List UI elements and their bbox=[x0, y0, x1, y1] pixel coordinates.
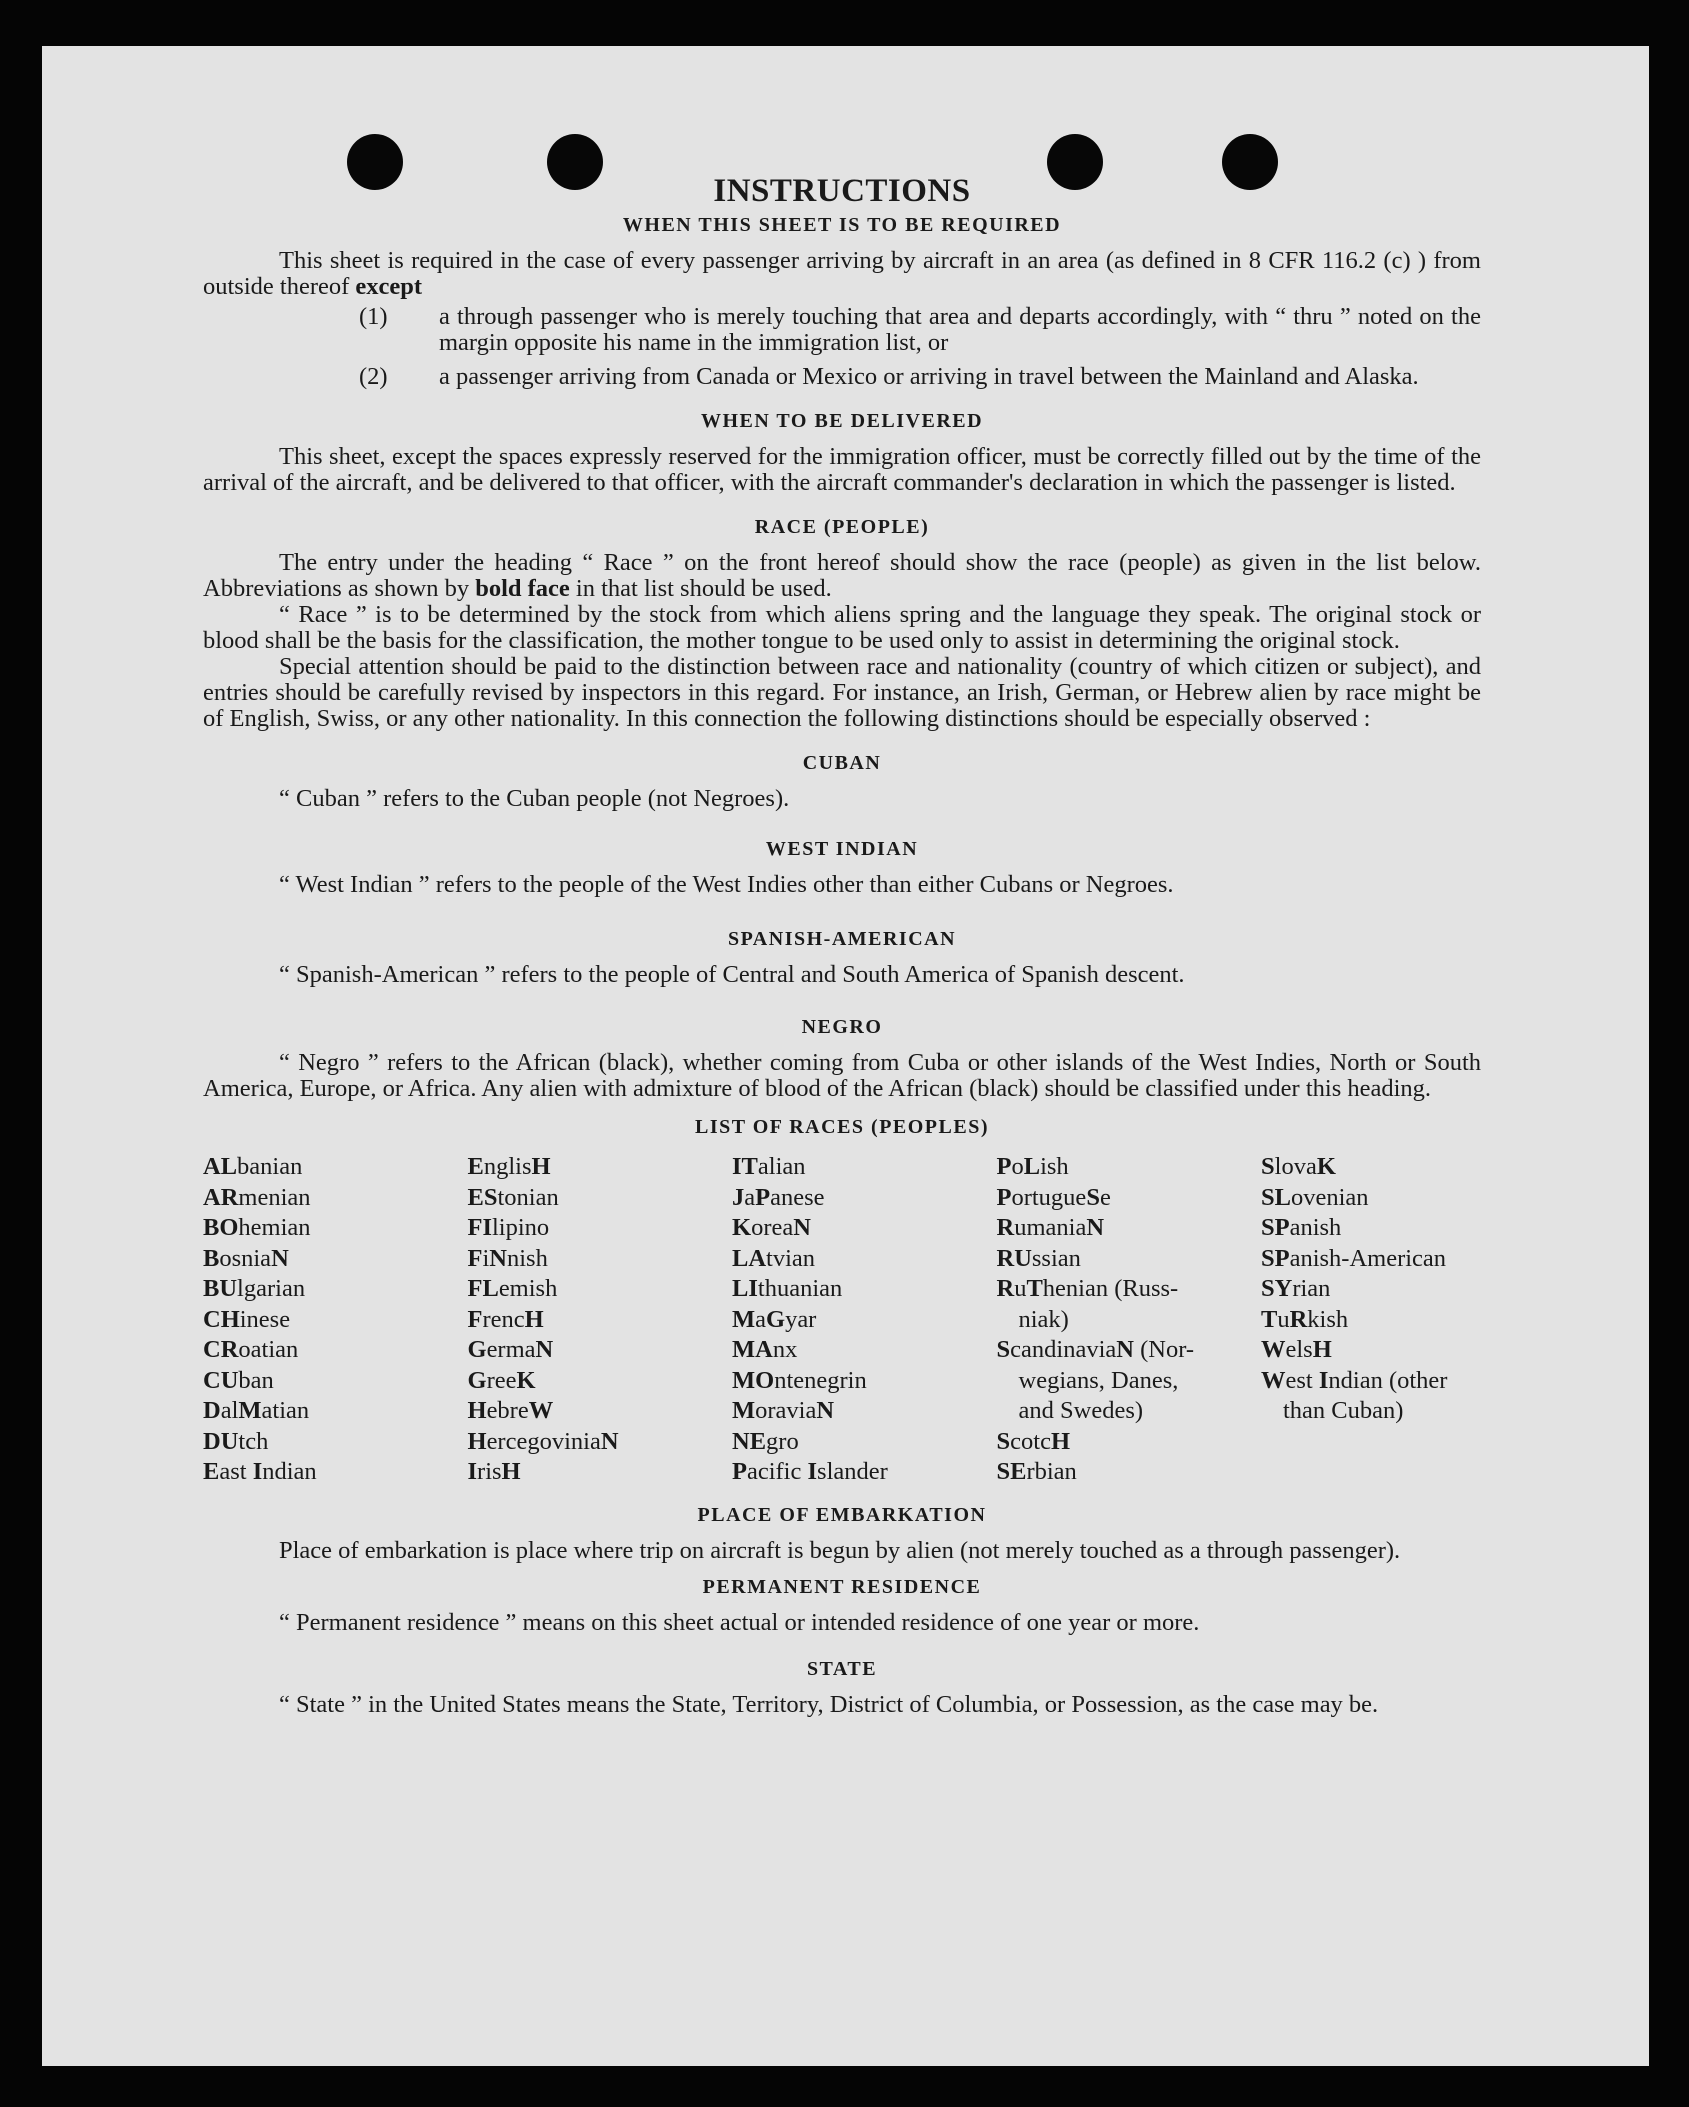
race-entry: SErbian bbox=[996, 1458, 1077, 1485]
race-entry-continuation: wegians, Danes, bbox=[1018, 1366, 1179, 1394]
race-entry: HercegoviniaN bbox=[467, 1427, 619, 1455]
race-column-5 bbox=[1261, 1152, 1481, 1488]
race-entry: West Indian (other bbox=[1261, 1366, 1448, 1394]
paragraph-when-required: This sheet is required in the case of every passenger arriving by aircraft in an area (as defined in 8 CFR 116.2 (c) ) from outside thereof except bbox=[203, 247, 1481, 300]
race-entry: SLovenian bbox=[1261, 1183, 1369, 1211]
heading-when-delivered: WHEN TO BE DELIVERED bbox=[700, 410, 984, 432]
race-entry: MAnx bbox=[732, 1336, 798, 1363]
race-list bbox=[203, 1152, 1481, 1488]
paragraph-state: “ State ” in the United States means the State, Territory, District of Columbia, or Possession, as the case may be. bbox=[279, 1690, 1379, 1718]
heading-cuban: CUBAN bbox=[802, 752, 882, 774]
heading-spanish-american: SPANISH-AMERICAN bbox=[727, 928, 957, 950]
paragraph-negro: “ Negro ” refers to the African (black), whether coming from Cuba or other islands of the West Indies, North or South America, Europe, or Africa. Any alien with admixture of blood of the African (black) should be classified under this heading. bbox=[203, 1049, 1481, 1102]
paragraph-race-2: “ Race ” is to be determined by the stock from which aliens spring and the language they speak. The original stock or blood shall be the basis for the classification, the mother tongue to be used only to assist in determining the original stock. bbox=[203, 601, 1481, 654]
heading-embarkation: PLACE OF EMBARKATION bbox=[697, 1503, 987, 1526]
race-entry: LIthuanian bbox=[732, 1275, 843, 1302]
race-entry: ScotcH bbox=[996, 1427, 1071, 1455]
race-entry: GreeK bbox=[467, 1366, 536, 1394]
race-entry: FiNnish bbox=[467, 1244, 548, 1272]
heading-west-indian: WEST INDIAN bbox=[765, 838, 919, 860]
race-column-4 bbox=[997, 1152, 1252, 1488]
race-column-3 bbox=[732, 1152, 987, 1488]
paragraph-west-indian: “ West Indian ” refers to the people of the West Indies other than either Cubans or Negroes. bbox=[279, 871, 1174, 898]
race-entry: FIlipino bbox=[467, 1214, 550, 1241]
race-entry: DalMatian bbox=[203, 1397, 310, 1424]
paragraph-spanish-american: “ Spanish-American ” refers to the people of Central and South America of Spanish descent. bbox=[279, 961, 1185, 988]
race-entry: IrisH bbox=[467, 1458, 521, 1485]
race-entry: ARmenian bbox=[203, 1183, 311, 1211]
race-entry: RumaniaN bbox=[996, 1214, 1105, 1241]
page-title: INSTRUCTIONS bbox=[713, 173, 971, 209]
race-entry-continuation: and Swedes) bbox=[1018, 1397, 1144, 1424]
race-entry: RuThenian (Russ- bbox=[996, 1275, 1179, 1302]
race-column-2 bbox=[468, 1152, 723, 1488]
race-entry: BOhemian bbox=[203, 1214, 311, 1241]
race-entry: WelsH bbox=[1261, 1336, 1332, 1363]
paragraph-race-1: The entry under the heading “ Race ” on the front hereof should show the race (people) as given in the list below. Abbreviations as shown by bold face in that list should be used. bbox=[203, 549, 1481, 602]
race-entry: HebreW bbox=[467, 1397, 554, 1424]
heading-state: STATE bbox=[806, 1657, 878, 1680]
race-entry: PortugueSe bbox=[996, 1183, 1111, 1211]
race-entry: DUtch bbox=[203, 1427, 269, 1455]
race-entry: SYrian bbox=[1261, 1275, 1331, 1302]
paragraph-cuban: “ Cuban ” refers to the Cuban people (not Negroes). bbox=[279, 785, 790, 812]
item-number: (2) bbox=[359, 363, 388, 390]
item-number: (1) bbox=[359, 303, 388, 330]
race-entry: Pacific Islander bbox=[732, 1458, 888, 1485]
race-entry: GermaN bbox=[467, 1336, 554, 1363]
heading-race: RACE (PEOPLE) bbox=[754, 516, 930, 538]
exception-item-1: (1) a through passenger who is merely touching that area and departs accordingly, with “ thru ” noted on the margin opposite his name in the immigration list, or bbox=[359, 303, 1481, 356]
race-entry: EStonian bbox=[467, 1183, 559, 1211]
paragraph-embarkation: Place of embarkation is place where trip on aircraft is begun by alien (not merely touched as a through passenger). bbox=[279, 1536, 1401, 1564]
heading-list-of-races: LIST OF RACES (PEOPLES) bbox=[694, 1116, 989, 1138]
race-entry: CRoatian bbox=[203, 1336, 299, 1363]
race-entry: BosniaN bbox=[203, 1244, 289, 1272]
heading-negro: NEGRO bbox=[801, 1016, 883, 1038]
race-entry: ITalian bbox=[732, 1153, 806, 1180]
race-entry: TuRkish bbox=[1261, 1305, 1349, 1333]
race-entry: NEgro bbox=[732, 1427, 799, 1455]
race-entry-continuation: niak) bbox=[1018, 1305, 1069, 1333]
race-entry: EnglisH bbox=[467, 1153, 551, 1180]
race-entry: KoreaN bbox=[732, 1214, 811, 1241]
race-column-1 bbox=[203, 1152, 458, 1488]
race-entry: JaPanese bbox=[732, 1183, 825, 1211]
race-entry-continuation: than Cuban) bbox=[1283, 1397, 1404, 1424]
race-entry: ALbanian bbox=[203, 1153, 303, 1180]
race-entry: SlovaK bbox=[1261, 1153, 1336, 1180]
paragraph-permanent-residence: “ Permanent residence ” means on this sheet actual or intended residence of one year or more. bbox=[279, 1608, 1200, 1636]
heading-permanent-residence: PERMANENT RESIDENCE bbox=[702, 1575, 982, 1598]
race-entry: ScandinaviaN (Nor- bbox=[996, 1336, 1195, 1363]
race-entry: CHinese bbox=[203, 1305, 291, 1333]
race-entry: BUlgarian bbox=[203, 1275, 306, 1302]
paragraph-when-delivered: This sheet, except the spaces expressly reserved for the immigration officer, must be correctly filled out by the time of the arrival of the aircraft, and be delivered to that officer, with the aircraft commander's declaration in which the passenger is listed. bbox=[203, 443, 1481, 496]
race-entry: SPanish bbox=[1261, 1214, 1342, 1241]
race-entry: FrencH bbox=[467, 1305, 544, 1333]
race-entry: MoraviaN bbox=[732, 1397, 835, 1424]
exception-item-2: (2) a passenger arriving from Canada or Mexico or arriving in travel between the Mainland and Alaska. bbox=[359, 363, 1419, 390]
race-entry: LAtvian bbox=[732, 1244, 816, 1272]
race-entry: FLemish bbox=[467, 1275, 558, 1302]
heading-when-required: WHEN THIS SHEET IS TO BE REQUIRED bbox=[622, 214, 1062, 236]
race-entry: MOntenegrin bbox=[732, 1366, 867, 1394]
instructions-body bbox=[203, 170, 1481, 1718]
paragraph-race-3: Special attention should be paid to the distinction between race and nationality (country of which citizen or subject), and entries should be carefully revised by inspectors in this regard. For instance, an Irish, German, or Hebrew alien by race might be of English, Swiss, or any other nationality. In this connection the following distinctions should be especially observed : bbox=[203, 653, 1481, 732]
race-entry: CUban bbox=[203, 1366, 274, 1394]
race-entry: SPanish-American bbox=[1261, 1244, 1447, 1272]
race-entry: PoLish bbox=[996, 1153, 1069, 1180]
race-entry: MaGyar bbox=[732, 1305, 817, 1333]
race-entry: RUssian bbox=[996, 1244, 1081, 1272]
race-entry: East Indian bbox=[203, 1458, 317, 1485]
